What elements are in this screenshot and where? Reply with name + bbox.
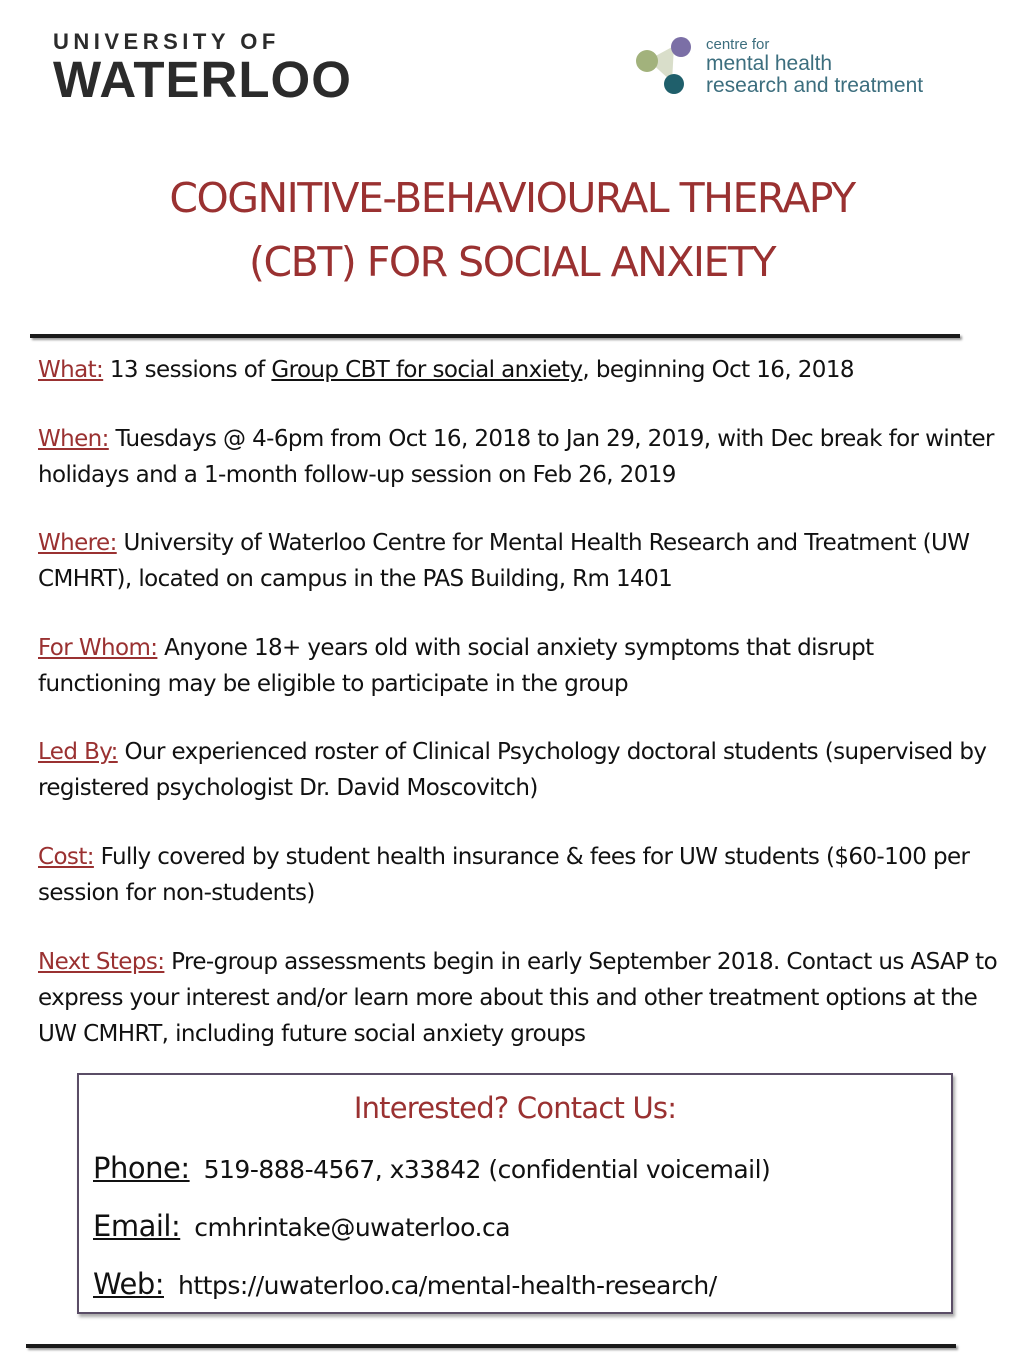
section-where — [38, 525, 998, 597]
title-line-1: COGNITIVE-BEHAVIOURAL THERAPY — [169, 174, 855, 222]
contact-heading: Interested? Contact Us: — [353, 1091, 677, 1125]
for-whom-text: Anyone 18+ years old with social anxiety symptoms that disrupt functioning may be eligible to participate in the group — [38, 635, 874, 697]
when-text: Tuesdays @ 4-6pm from Oct 16, 2018 to Jan 29, 2019, with Dec break for winter holidays and a 1-month follow-up session on Feb 26, 2019 — [38, 426, 994, 488]
section-when — [38, 421, 998, 493]
cmhrt-logo-line3: research and treatment — [706, 74, 924, 97]
web-label: Web: — [93, 1267, 164, 1301]
cmhrt-logo-line1: centre for — [706, 36, 770, 53]
led-by-text: Our experienced roster of Clinical Psychology doctoral students (supervised by registered psychologist Dr. David Moscovitch) — [38, 739, 987, 801]
where-label: Where: — [38, 530, 117, 556]
cmhrt-logo — [634, 36, 923, 97]
what-label: What: — [38, 357, 104, 383]
what-text-pre: 13 sessions of — [103, 357, 272, 383]
cmhrt-logo-line2: mental health — [706, 52, 833, 75]
when-label: When: — [38, 426, 109, 452]
logo-line-waterloo: WATERLOO — [53, 51, 352, 108]
led-by-label: Led By: — [38, 739, 118, 765]
next-steps-label: Next Steps: — [38, 949, 165, 975]
phone-label: Phone: — [93, 1151, 190, 1185]
contact-web — [93, 1267, 717, 1301]
email-label: Email: — [93, 1209, 181, 1243]
logo-line-university-of: UNIVERSITY OF — [53, 29, 280, 54]
contact-phone — [93, 1151, 770, 1185]
top-divider — [30, 334, 960, 338]
where-text: University of Waterloo Centre for Mental Health Research and Treatment (UW CMHRT), located on campus in the PAS Building, Rm 1401 — [38, 530, 970, 592]
section-led-by — [38, 734, 998, 806]
cost-label: Cost: — [38, 844, 94, 870]
cmhrt-dots-icon — [634, 36, 696, 96]
section-what — [38, 352, 998, 388]
web-link[interactable]: https://uwaterloo.ca/mental-health-research/ — [178, 1271, 717, 1300]
bottom-divider — [26, 1344, 956, 1348]
section-cost — [38, 839, 998, 911]
cost-text: Fully covered by student health insurance & fees for UW students ($60-100 per session for non-students) — [38, 844, 970, 906]
section-for-whom — [38, 630, 998, 702]
section-next-steps — [38, 944, 998, 1052]
title-line-2: (CBT) FOR SOCIAL ANXIETY — [248, 238, 776, 286]
what-text-post: , beginning Oct 16, 2018 — [582, 357, 854, 383]
what-group-cbt: Group CBT for social anxiety — [271, 357, 583, 383]
phone-value: 519-888-4567, x33842 (confidential voicemail) — [203, 1155, 771, 1184]
university-of-waterloo-logo — [53, 30, 352, 106]
email-link[interactable]: cmhrintake@uwaterloo.ca — [194, 1213, 511, 1242]
page-title — [0, 166, 1024, 294]
contact-box — [77, 1073, 953, 1314]
next-steps-text: Pre-group assessments begin in early September 2018. Contact us ASAP to express your interest and/or learn more about this and other treatment options at the UW CMHRT, including future social anxiety groups — [38, 949, 998, 1047]
contact-email — [93, 1209, 510, 1243]
for-whom-label: For Whom: — [38, 635, 158, 661]
